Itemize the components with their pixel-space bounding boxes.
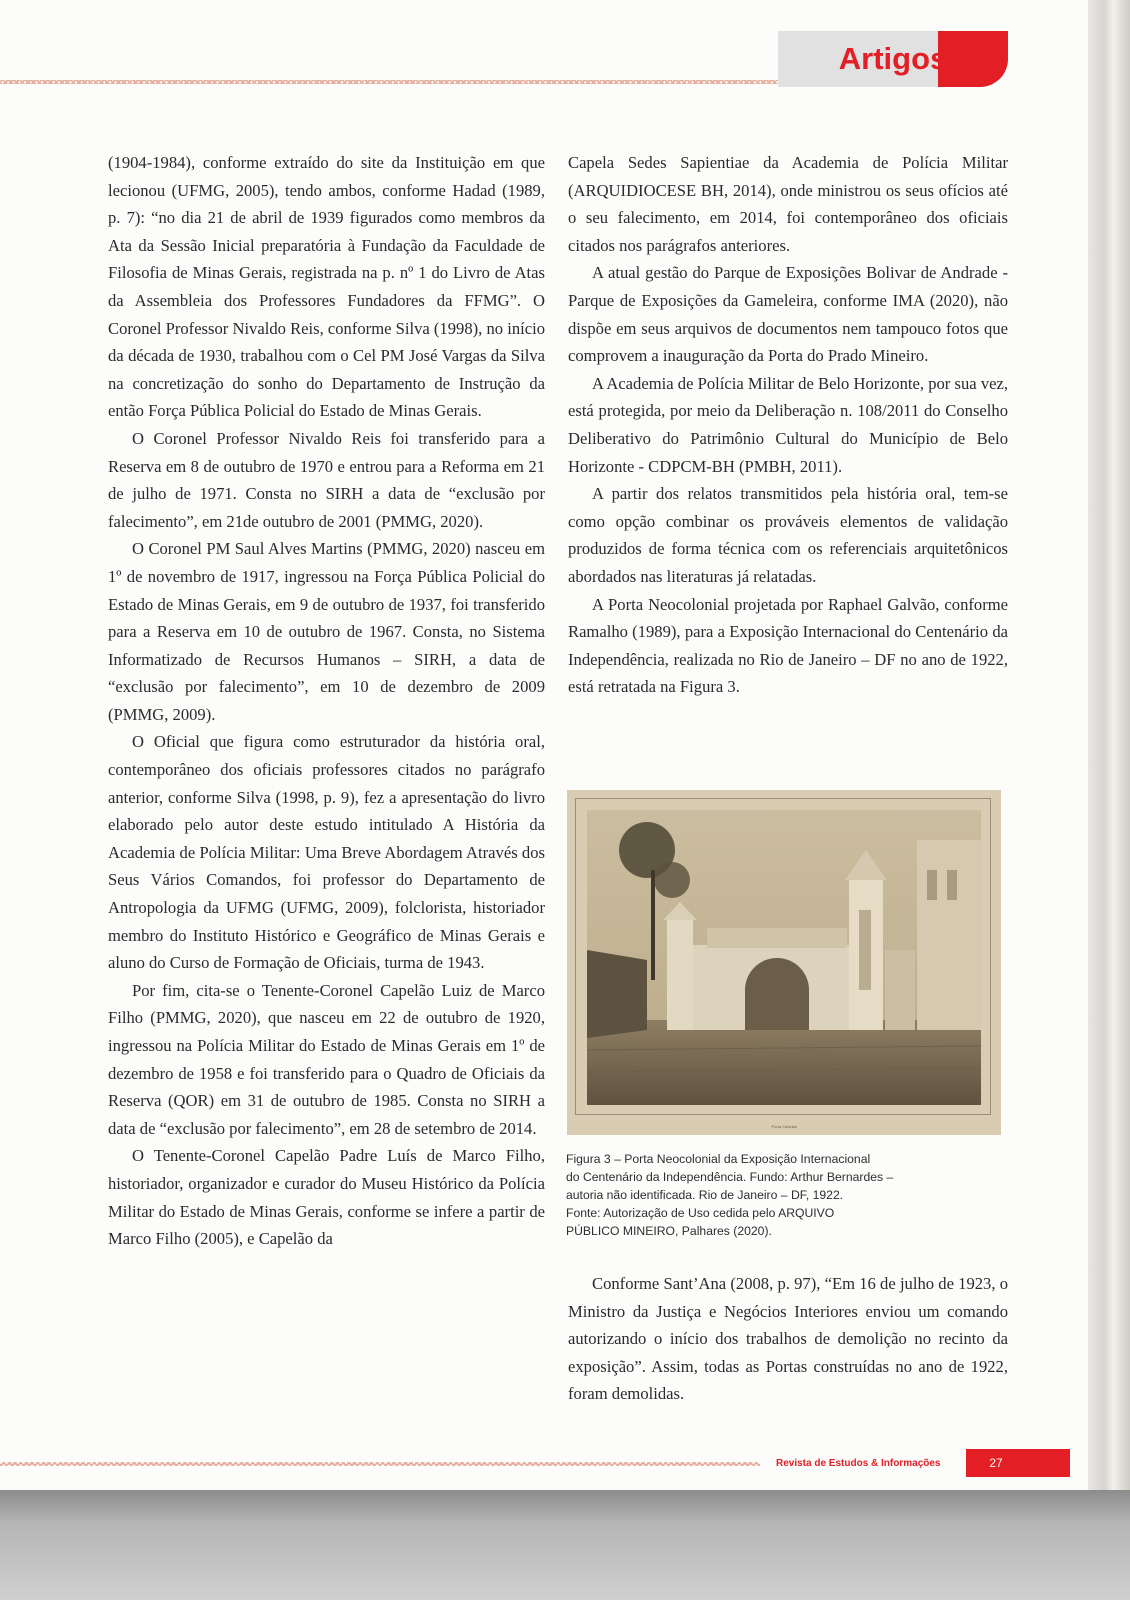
- figure-photo: [567, 790, 1001, 1135]
- book-spine-edge: [1088, 0, 1130, 1490]
- paragraph: O Oficial que figura como estruturador da história oral, contemporâneo dos oficiais professores citados no parágrafo anterior, conforme Silva (1998, p. 9), fez a apresentação do livro elaborado pelo autor deste estudo intitulado A História da Academia de Polícia Militar: Uma Breve Abordagem Através dos Seus Vários Comandos, foi professor do Departamento de Antropologia da UFMG (UFMG, 2009), folclorista, historiador membro do Instituto Histórico e Geográfico de Minas Gerais e aluno do Curso de Formação de Oficiais, turma de 1943.: [108, 732, 545, 973]
- header-decorative-line: [0, 80, 780, 84]
- paragraph: A partir dos relatos transmitidos pela história oral, tem-se como opção combinar os prováveis elementos de validação produzidos de forma técnica com os referenciais arquitetônicos abordados nas literaturas já relatadas.: [568, 484, 1008, 586]
- paragraph: Capela Sedes Sapientiae da Academia de Polícia Militar (ARQUIDIOCESE BH, 2014), onde ministrou os seus ofícios até o seu falecimento, em 2014, foi contemporâneo dos oficiais citados nos parágrafos anteriores.: [568, 153, 1008, 255]
- section-title: Artigos: [838, 41, 948, 76]
- paragraph: O Tenente-Coronel Capelão Padre Luís de Marco Filho, historiador, organizador e curador do Museu Histórico da Polícia Militar do Estado de Minas Gerais, conforme se infere a partir de Marco Filho (2005), e Capelão da: [108, 1146, 545, 1249]
- caption-line: do Centenário da Independência. Fundo: Arthur Bernardes –: [566, 1170, 894, 1184]
- photo-label: Porta Colonial: [771, 1124, 797, 1129]
- right-column-bottom: [568, 1270, 1008, 1408]
- left-column: [108, 149, 545, 1253]
- paragraph: A atual gestão do Parque de Exposições Bolivar de Andrade - Parque de Exposições da Gameleira, conforme IMA (2020), não dispõe em seus arquivos de documentos nem tampouco fotos que comprovem a inauguração da Porta do Prado Mineiro.: [568, 263, 1008, 366]
- journal-name: Revista de Estudos & Informações: [776, 1458, 941, 1469]
- paragraph: Conforme Sant’Ana (2008, p. 97), “Em 16 de julho de 1923, o Ministro da Justiça e Negócios Interiores enviou um comando autorizando o início dos trabalhos de demolição no recinto da exposição”. Assim, todas as Portas construídas no ano de 1922, foram demolidas.: [568, 1274, 1008, 1404]
- paragraph: (1904-1984), conforme extraído do site da Instituição em que lecionou (UFMG, 2005), tendo ambos, conforme Hadad (1989, p. 7): “no dia 21 de abril de 1939 figurados como membros da Ata da Sessão Inicial preparatória à Fundação da Faculdade de Filosofia de Minas Gerais, registrada na p. nº 1 do Livro de Atas da Assembleia dos Professores Fundadores da FFMG”. O Coronel Professor Nivaldo Reis, conforme Silva (1998), no início da década de 1930, trabalhou com o Cel PM José Vargas da Silva na concretização do sonho do Departamento de Instrução da então Força Pública Policial do Estado de Minas Gerais.: [108, 153, 545, 421]
- paragraph: O Coronel PM Saul Alves Martins (PMMG, 2020) nasceu em 1º de novembro de 1917, ingressou na Força Pública Policial do Estado de Minas Gerais, em 9 de outubro de 1937, foi transferido para a Reserva em 10 de outubro de 1967. Consta, no Sistema Informatizado de Recursos Humanos – SIRH, a data de “exclusão por falecimento”, em 10 de dezembro de 2009 (PMMG, 2009).: [108, 539, 545, 724]
- right-column: [568, 149, 1008, 701]
- caption-line: PÚBLICO MINEIRO, Palhares (2020).: [566, 1224, 772, 1238]
- paragraph: O Coronel Professor Nivaldo Reis foi transferido para a Reserva em 8 de outubro de 1970 e entrou para a Reforma em 21 de julho de 1971. Consta no SIRH a data de “exclusão por falecimento”, em 21de outubro de 2001 (PMMG, 2020).: [108, 428, 545, 531]
- paragraph: A Academia de Polícia Militar de Belo Horizonte, por sua vez, está protegida, por meio da Deliberação n. 108/2011 do Conselho Deliberativo do Patrimônio Cultural do Município de Belo Horizonte - CDPCM-BH (PMBH, 2011).: [568, 373, 1008, 476]
- caption-line: autoria não identificada. Rio de Janeiro – DF, 1922.: [566, 1188, 844, 1202]
- paragraph: A Porta Neocolonial projetada por Raphael Galvão, conforme Ramalho (1989), para a Exposição Internacional do Centenário da Independência, realizada no Rio de Janeiro – DF no ano de 1922, está retratada na Figura 3.: [568, 594, 1008, 697]
- porta-neocolonial-photo: [587, 810, 981, 1105]
- caption-line: Figura 3 – Porta Neocolonial da Exposição Internacional: [566, 1152, 871, 1166]
- page-number: 27: [989, 1456, 1003, 1470]
- footer-decorative-line: [0, 1462, 760, 1466]
- figure-caption: [566, 1150, 946, 1240]
- caption-line: Fonte: Autorização de Uso cedida pelo ARQUIVO: [566, 1206, 835, 1220]
- paragraph: Por fim, cita-se o Tenente-Coronel Capelão Luiz de Marco Filho (PMMG, 2020), que nasceu em 22 de outubro de 1920, ingressou na Polícia Militar do Estado de Minas Gerais em 1º de dezembro de 1958 e foi transferido para o Quadro de Oficiais da Reserva (QOR) em 31 de outubro de 1985. Consta no SIRH a data de “exclusão por falecimento”, em 28 de setembro de 2014.: [108, 980, 545, 1138]
- scan-shadow: [0, 1490, 1130, 1600]
